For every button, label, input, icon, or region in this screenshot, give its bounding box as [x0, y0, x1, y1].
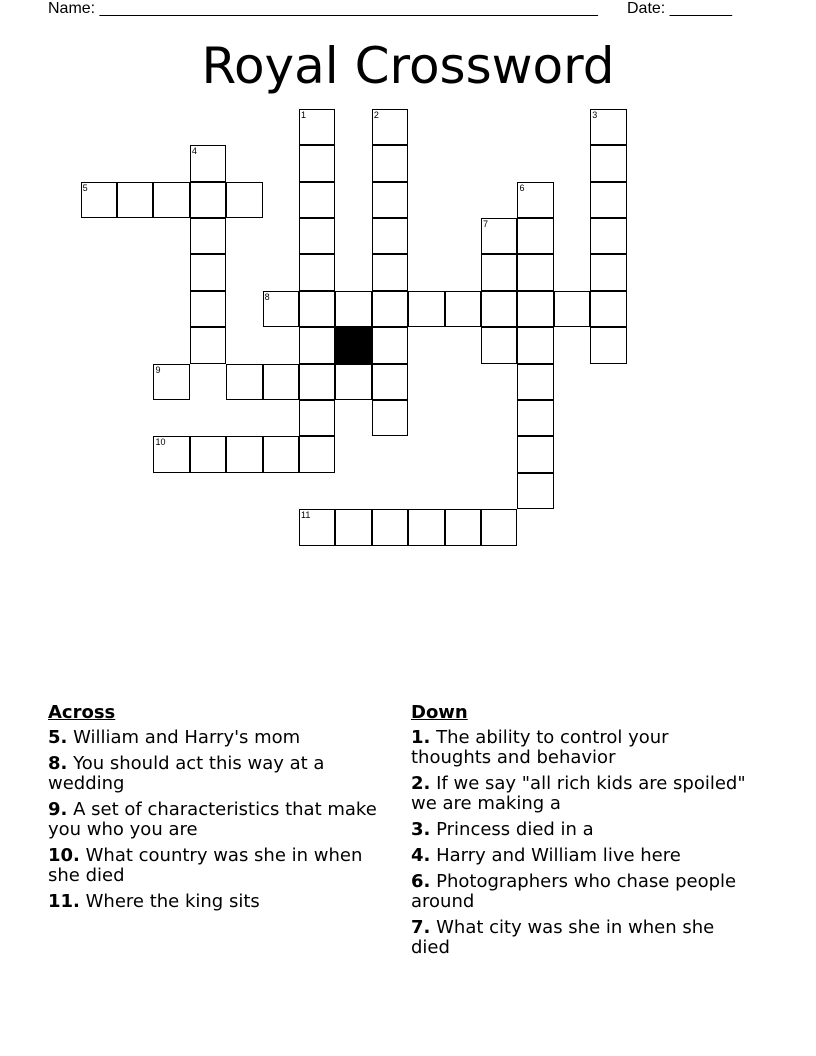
clue-number: 4. — [411, 845, 431, 866]
clue-down — [411, 728, 751, 768]
clue-text: Princess died in a — [436, 819, 594, 840]
clue-text: A set of characteristics that make you who you are — [48, 799, 377, 840]
grid-cell[interactable] — [299, 218, 335, 254]
grid-cell[interactable] — [445, 509, 481, 545]
clue-number: 9. — [48, 799, 68, 820]
grid-cell[interactable] — [372, 145, 408, 181]
clue-number-label: 2 — [373, 109, 379, 120]
grid-cell[interactable] — [517, 182, 553, 218]
clue-across — [48, 846, 378, 886]
grid-cell[interactable] — [190, 218, 226, 254]
clue-number: 1. — [411, 727, 431, 748]
grid-cell[interactable] — [481, 291, 517, 327]
clue-text: The ability to control your thoughts and behavior — [411, 727, 669, 768]
grid-cell[interactable] — [372, 509, 408, 545]
grid-cell[interactable] — [481, 327, 517, 363]
clue-across — [48, 728, 378, 748]
name-field[interactable]: Name: ________________________________________________________ — [48, 0, 598, 17]
grid-cell[interactable] — [226, 182, 262, 218]
grid-cell[interactable] — [590, 327, 626, 363]
grid-cell[interactable] — [299, 109, 335, 145]
down-clues — [411, 702, 751, 964]
grid-cell[interactable] — [372, 400, 408, 436]
clue-across — [48, 754, 378, 794]
page-title: Royal Crossword — [201, 37, 615, 95]
grid-cell[interactable] — [481, 254, 517, 290]
grid-cell[interactable] — [590, 109, 626, 145]
grid-cell[interactable] — [190, 291, 226, 327]
grid-cell[interactable] — [590, 291, 626, 327]
clue-number-label: 4 — [191, 146, 197, 157]
grid-cell[interactable] — [299, 436, 335, 472]
clue-number: 6. — [411, 871, 431, 892]
grid-cell[interactable] — [299, 182, 335, 218]
grid-cell[interactable] — [372, 218, 408, 254]
clue-number-label: 8 — [264, 291, 270, 302]
grid-cell[interactable] — [117, 182, 153, 218]
clue-number: 11. — [48, 891, 80, 912]
grid-cell[interactable] — [372, 364, 408, 400]
clue-number: 5. — [48, 727, 68, 748]
grid-cell[interactable] — [445, 291, 481, 327]
grid-cell[interactable] — [517, 436, 553, 472]
clue-down — [411, 820, 751, 840]
clue-number-label: 7 — [483, 219, 489, 230]
grid-cell[interactable] — [299, 291, 335, 327]
grid-cell[interactable] — [408, 291, 444, 327]
grid-cell[interactable] — [372, 109, 408, 145]
clue-across — [48, 892, 378, 912]
grid-cell[interactable] — [153, 182, 189, 218]
clue-text: Harry and William live here — [436, 845, 681, 866]
clue-number-label: 5 — [82, 182, 88, 193]
grid-cell[interactable] — [408, 509, 444, 545]
grid-cell[interactable] — [481, 218, 517, 254]
clue-text: William and Harry's mom — [73, 727, 301, 748]
grid-cell[interactable] — [372, 254, 408, 290]
clue-number-label: 1 — [301, 109, 307, 120]
grid-cell[interactable] — [590, 182, 626, 218]
grid-cell[interactable] — [481, 509, 517, 545]
grid-cell[interactable] — [263, 436, 299, 472]
grid-cell[interactable] — [554, 291, 590, 327]
clue-number: 8. — [48, 753, 68, 774]
clue-number-label: 10 — [155, 437, 166, 448]
grid-cell[interactable] — [153, 364, 189, 400]
clue-number: 2. — [411, 773, 431, 794]
grid-cell[interactable] — [517, 473, 553, 509]
clue-number: 7. — [411, 917, 431, 938]
clue-number-label: 6 — [519, 182, 525, 193]
grid-cell[interactable] — [517, 218, 553, 254]
grid-cell[interactable] — [335, 509, 371, 545]
grid-cell[interactable] — [263, 291, 299, 327]
grid-cell[interactable] — [299, 145, 335, 181]
date-field[interactable]: Date: _______ — [627, 0, 732, 17]
clue-number-label: 11 — [301, 510, 311, 521]
grid-cell[interactable] — [335, 291, 371, 327]
grid-cell[interactable] — [190, 145, 226, 181]
grid-cell[interactable] — [590, 145, 626, 181]
clue-down — [411, 774, 751, 814]
grid-cell[interactable] — [372, 291, 408, 327]
clue-number-label: 3 — [592, 109, 598, 120]
clue-across — [48, 800, 378, 840]
grid-cell[interactable] — [190, 254, 226, 290]
black-cell — [335, 327, 371, 363]
clue-down — [411, 918, 751, 958]
grid-cell[interactable] — [590, 218, 626, 254]
grid-cell[interactable] — [190, 182, 226, 218]
grid-cell[interactable] — [299, 364, 335, 400]
clue-number: 10. — [48, 845, 80, 866]
grid-cell[interactable] — [590, 254, 626, 290]
grid-cell[interactable] — [372, 327, 408, 363]
grid-cell[interactable] — [517, 254, 553, 290]
grid-cell[interactable] — [226, 436, 262, 472]
grid-cell[interactable] — [263, 364, 299, 400]
clue-text: You should act this way at a wedding — [48, 753, 325, 794]
clue-text: What country was she in when she died — [48, 845, 363, 886]
grid-cell[interactable] — [299, 327, 335, 363]
grid-cell[interactable] — [153, 436, 189, 472]
across-clues — [48, 702, 378, 918]
grid-cell[interactable] — [335, 364, 371, 400]
clue-text: If we say "all rich kids are spoiled" we are making a — [411, 773, 746, 814]
clue-text: Photographers who chase people around — [411, 871, 737, 912]
grid-cell[interactable] — [517, 364, 553, 400]
across-heading: Across — [48, 702, 116, 723]
clue-number: 3. — [411, 819, 431, 840]
grid-cell[interactable] — [190, 436, 226, 472]
clue-down — [411, 872, 751, 912]
grid-cell[interactable] — [299, 254, 335, 290]
grid-cell[interactable] — [299, 400, 335, 436]
grid-cell[interactable] — [190, 327, 226, 363]
grid-cell[interactable] — [81, 182, 117, 218]
clue-text: What city was she in when she died — [411, 917, 715, 958]
down-heading: Down — [411, 702, 468, 723]
grid-cell[interactable] — [517, 291, 553, 327]
clue-text: Where the king sits — [85, 891, 260, 912]
grid-cell[interactable] — [372, 182, 408, 218]
grid-cell[interactable] — [226, 364, 262, 400]
grid-cell[interactable] — [517, 327, 553, 363]
grid-cell[interactable] — [517, 400, 553, 436]
grid-cell[interactable] — [299, 509, 335, 545]
clue-down — [411, 846, 751, 866]
clue-number-label: 9 — [155, 364, 161, 375]
